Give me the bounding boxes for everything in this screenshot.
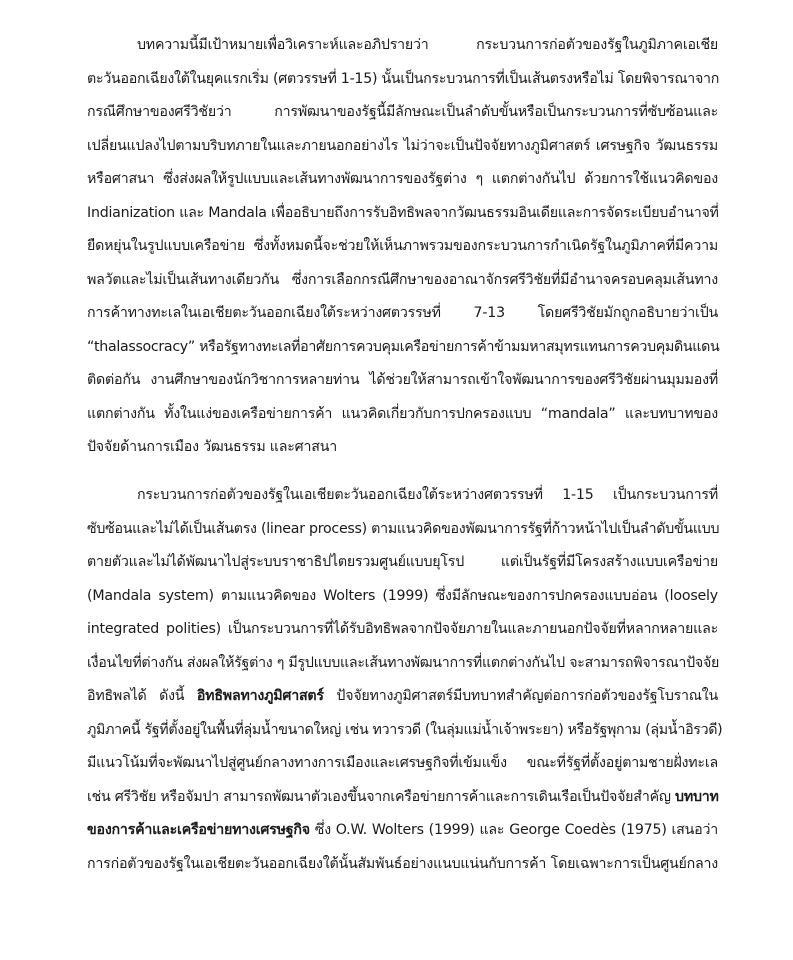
text-run: อิทธิพลได้ ดังนี้ [87, 688, 197, 704]
text-run: ปัจจัยทางภูมิศาสตร์มีบทบาทสำคัญต่อการก่อตัวของรัฐโบราณใน [323, 688, 718, 704]
paragraph-2 [87, 479, 723, 881]
bold-heading-trade-end: ของการค้าและเครือข่ายทางเศรษฐกิจ [87, 822, 310, 838]
paragraph-line: พลวัตและไม่เป็นเส้นทางเดียวกัน ซึ่งการเลือกกรณีศึกษาของอาณาจักรศรีวิชัยที่มีอำนาจครอบคลุมเส้นทาง [87, 271, 718, 288]
paragraph-line: ภูมิภาคนี้ รัฐที่ตั้งอยู่ในพื้นที่ลุ่มน้ำขนาดใหญ่ เช่น ทวารวดี (ในลุ่มแม่น้ำเจ้าพระยา) หรือรัฐพุกาม (ลุ่มน้ำอิรวดี) [87, 721, 723, 738]
paragraph-1 [87, 29, 718, 465]
paragraph-line: “thalassocracy” หรือรัฐทางทะเลที่อาศัยการควบคุมเครือข่ายการค้าข้ามมหาสมุทรแทนการควบคุมดินแดน [87, 338, 720, 355]
paragraph-line: integrated polities) เป็นกระบวนการที่ได้รับอิทธิพลจากปัจจัยภายในและภายนอกปัจจัยที่หลากหลายและ [87, 621, 718, 637]
paragraph-line: (Mandala system) ตามแนวคิดของ Wolters (1999) ซึ่งมีลักษณะของการปกครองแบบอ่อน (loosely [87, 587, 718, 604]
paragraph-line: ติดต่อกัน งานศึกษาของนักวิชาการหลายท่าน ได้ช่วยให้สามารถเข้าใจพัฒนาการของศรีวิชัยผ่านมุมมองที่ [87, 372, 718, 388]
paragraph-line: เงื่อนไขที่ต่างกัน ส่งผลให้รัฐต่าง ๆ มีรูปแบบและเส้นทางพัฒนาการที่แตกต่างกันไป จะสามารถพิจารณาปัจจัย [87, 654, 720, 671]
paragraph-line-with-bold [87, 680, 718, 714]
bold-heading-geography: อิทธิพลทางภูมิศาสตร์ [196, 688, 324, 704]
paragraph-line: Indianization และ Mandala เพื่ออธิบายถึงการรับอิทธิพลจากวัฒนธรรมอินเดียและการจัดระเบียบอำนาจที่ [87, 204, 719, 221]
paragraph-line: มีแนวโน้มที่จะพัฒนาไปสู่ศูนย์กลางทางการเมืองและเศรษฐกิจที่เข้มแข็ง ขณะที่รัฐที่ตั้งอยู่ตามชายฝั่งทะเล [87, 755, 718, 771]
paragraph-line: เปลี่ยนแปลงไปตามบริบทภายในและภายนอกอย่างไร ไม่ว่าจะเป็นปัจจัยทางภูมิศาสตร์ เศรษฐกิจ วัฒนธรรม [87, 137, 718, 154]
text-run: ซึ่ง O.W. Wolters (1999) และ George Coedès (1975) เสนอว่า [309, 822, 718, 838]
paragraph-line: ตายตัวและไม่ได้พัฒนาไปสู่ระบบราชาธิปไตยรวมศูนย์แบบยุโรป แต่เป็นรัฐที่มีโครงสร้างแบบเครือข่าย [87, 554, 718, 570]
paragraph-line: ยืดหยุ่นในรูปแบบเครือข่าย ซึ่งทั้งหมดนี้จะช่วยให้เห็นภาพรวมของกระบวนการกำเนิดรัฐในภูมิภาคที่มีความ [87, 238, 718, 254]
paragraph-line-with-bold [87, 781, 718, 815]
paragraph-line: ตะวันออกเฉียงใต้ในยุคแรกเริ่ม (ศตวรรษที่ 1-15) นั้นเป็นกระบวนการที่เป็นเส้นตรงหรือไม่ โดยพิจารณาจาก [87, 70, 720, 87]
paragraph-line-with-bold [87, 814, 718, 848]
paragraph-line: บทความนี้มีเป้าหมายเพื่อวิเคราะห์และอภิปรายว่า กระบวนการก่อตัวของรัฐในภูมิภาคเอเชีย [137, 37, 718, 53]
paragraph-line: การก่อตัวของรัฐในเอเชียตะวันออกเฉียงใต้นั้นสัมพันธ์อย่างแนบแน่นกับการค้า โดยเฉพาะการเป็นศูนย์กลาง [87, 855, 718, 872]
paragraph-line: หรือศาสนา ซึ่งส่งผลให้รูปแบบและเส้นทางพัฒนาการของรัฐต่าง ๆ แตกต่างกันไป ด้วยการใช้แนวคิดของ [87, 171, 718, 187]
text-run: เช่น ศรีวิชัย หรือจัมปา สามารถพัฒนาตัวเองขึ้นจากเครือข่ายการค้าและการเดินเรือเป็นปัจจัยสำคัญ [87, 788, 676, 805]
paragraph-line: ปัจจัยด้านการเมือง วัฒนธรรม และศาสนา [87, 439, 337, 455]
paragraph-line: กรณีศึกษาของศรีวิชัยว่า การพัฒนาของรัฐนี้มีลักษณะเป็นลำดับขั้นหรือเป็นกระบวนการที่ซับซ้อนและ [87, 104, 718, 120]
paragraph-line: แตกต่างกัน ทั้งในแง่ของเครือข่ายการค้า แนวคิดเกี่ยวกับการปกครองแบบ “mandala” และบทบาทของ [87, 405, 718, 422]
paragraph-line: กระบวนการก่อตัวของรัฐในเอเชียตะวันออกเฉียงใต้ระหว่างศตวรรษที่ 1-15 เป็นกระบวนการที่ [137, 487, 718, 503]
bold-heading-trade-start: บทบาท [675, 788, 719, 805]
paragraph-line: การค้าทางทะเลในเอเชียตะวันออกเฉียงใต้ระหว่างศตวรรษที่ 7-13 โดยศรีวิชัยมักถูกอธิบายว่าเป็น [87, 305, 718, 321]
paragraph-line: ซับซ้อนและไม่ได้เป็นเส้นตรง (linear process) ตามแนวคิดของพัฒนาการรัฐที่ก้าวหน้าไปเป็นลำดับขั้นแบบ [87, 520, 720, 537]
